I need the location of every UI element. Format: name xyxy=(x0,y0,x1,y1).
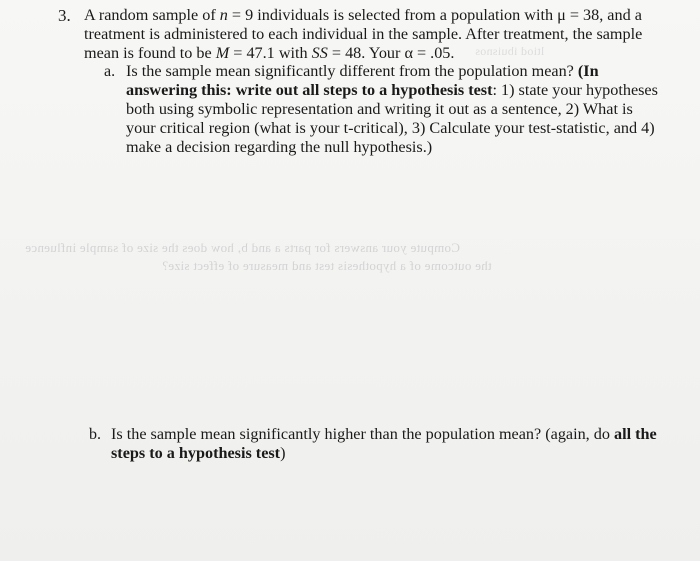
part-b-text-regular: Is the sample mean significantly higher than the population mean? (again, do xyxy=(111,425,615,443)
ss-symbol: SS xyxy=(311,44,328,62)
question-number: 3. xyxy=(58,6,71,25)
part-a-text-regular-1: Is the sample mean significantly different from the population mean? xyxy=(126,62,578,80)
bleed-through-inline: ltiod ibuisnos xyxy=(475,44,545,58)
part-b-label: b. xyxy=(89,426,101,443)
part-b-text-bold: all the steps to a hypothesis test xyxy=(111,425,657,462)
part-b-text-end: ) xyxy=(280,444,286,462)
stem-text-2: = 9 individuals is selected from a population with μ = 38, and a treatment is administered to each individual in the sample. After treatment, the sample mean is found to be xyxy=(84,6,643,62)
part-a-text-bold: (In answering this: write out all steps to a hypothesis test xyxy=(126,62,599,99)
n-symbol: n xyxy=(219,6,228,24)
question-stem xyxy=(84,6,644,63)
bleed-through-line-2: the outcome of a hypothesis test and measure of effect size? xyxy=(162,258,492,273)
part-a-question xyxy=(126,62,666,157)
stem-text-3: = 47.1 with xyxy=(229,44,312,62)
bleed-through-line-1: Compute your answers for parts a and b, how does the size of sample influence xyxy=(25,240,461,255)
part-a-text-regular-2: : 1) state your hypotheses both using symbolic representation and writing it out as a sentence, 2) What is your critical region (what is your t-critical), 3) Calculate your test-statistic, and 4) make a decision regarding the null hypothesis.) xyxy=(126,81,658,156)
stem-text-1: A random sample of xyxy=(84,6,220,24)
part-a-label: a. xyxy=(104,63,116,80)
part-b-question xyxy=(111,425,671,463)
stem-text-4: = 48. Your α = .05. xyxy=(327,44,455,62)
m-symbol: M xyxy=(215,44,230,62)
